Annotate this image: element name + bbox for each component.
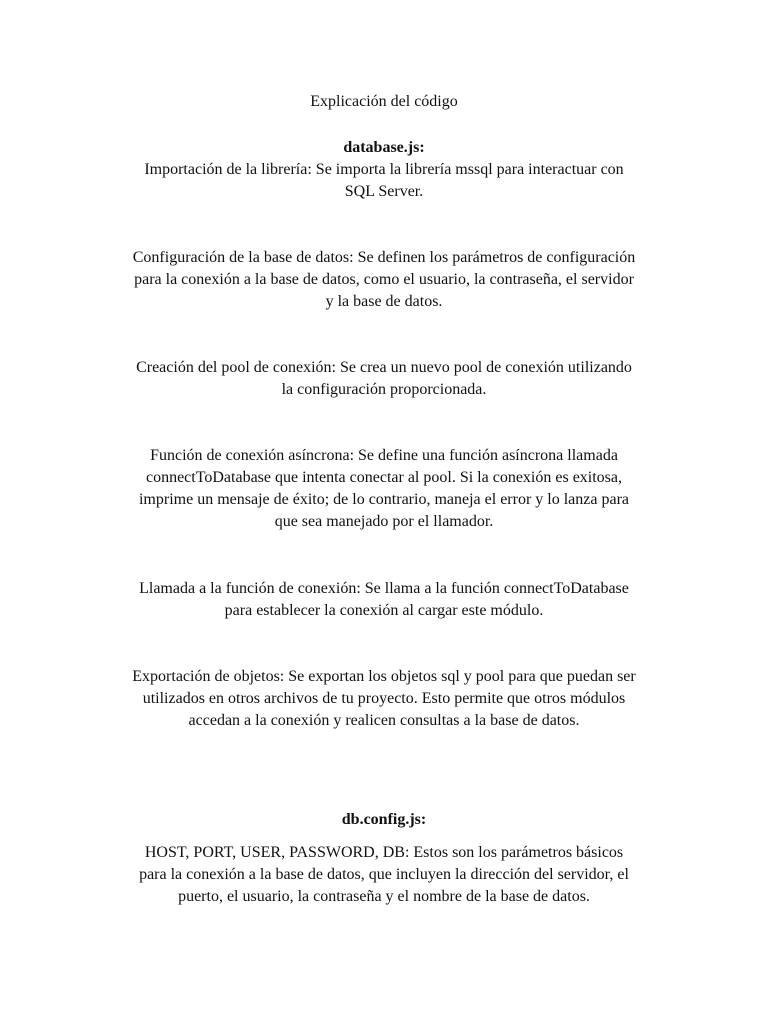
- paragraph-async-line-3: imprime un mensaje de éxito; de lo contrario, maneja el error y lo lanza para: [138, 491, 630, 508]
- paragraph-pool-line-2: la configuración proporcionada.: [281, 381, 487, 398]
- paragraph-config-line-1: Configuración de la base de datos: Se definen los parámetros de configuración: [132, 249, 636, 266]
- paragraph-async-line-2: connectToDatabase que intenta conectar al pool. Si la conexión es exitosa,: [145, 469, 623, 486]
- paragraph-config-line-3: y la base de datos.: [325, 293, 443, 310]
- paragraph-pool-line-1: Creación del pool de conexión: Se crea un nuevo pool de conexión utilizando: [136, 359, 632, 376]
- paragraph-export-line-2: utilizados en otros archivos de tu proyecto. Esto permite que otros módulos: [142, 690, 626, 707]
- paragraph-params-line-2: para la conexión a la base de datos, que incluyen la dirección del servidor, el: [139, 866, 629, 883]
- paragraph-config-line-2: para la conexión a la base de datos, como el usuario, la contraseña, el servidor: [134, 271, 634, 288]
- paragraph-call-line-1: Llamada a la función de conexión: Se llama a la función connectToDatabase: [139, 580, 629, 597]
- paragraph-export-line-1: Exportación de objetos: Se exportan los objetos sql y pool para que puedan ser: [132, 668, 636, 685]
- paragraph-import-line-1: Importación de la librería: Se importa la librería mssql para interactuar con: [144, 161, 624, 178]
- section-heading-database-js: database.js:: [343, 139, 425, 156]
- paragraph-params-line-1: HOST, PORT, USER, PASSWORD, DB: Estos son los parámetros básicos: [144, 844, 624, 861]
- document-title: Explicación del código: [310, 93, 458, 110]
- paragraph-import-line-2: SQL Server.: [344, 183, 424, 200]
- paragraph-async-line-1: Función de conexión asíncrona: Se define una función asíncrona llamada: [150, 447, 618, 464]
- paragraph-async-line-4: que sea manejado por el llamador.: [274, 513, 494, 530]
- paragraph-export-line-3: accedan a la conexión y realicen consultas a la base de datos.: [188, 712, 580, 729]
- paragraph-params-line-3: puerto, el usuario, la contraseña y el nombre de la base de datos.: [178, 888, 590, 905]
- paragraph-call-line-2: para establecer la conexión al cargar este módulo.: [224, 602, 544, 619]
- section-heading-db-config-js: db.config.js:: [341, 811, 427, 828]
